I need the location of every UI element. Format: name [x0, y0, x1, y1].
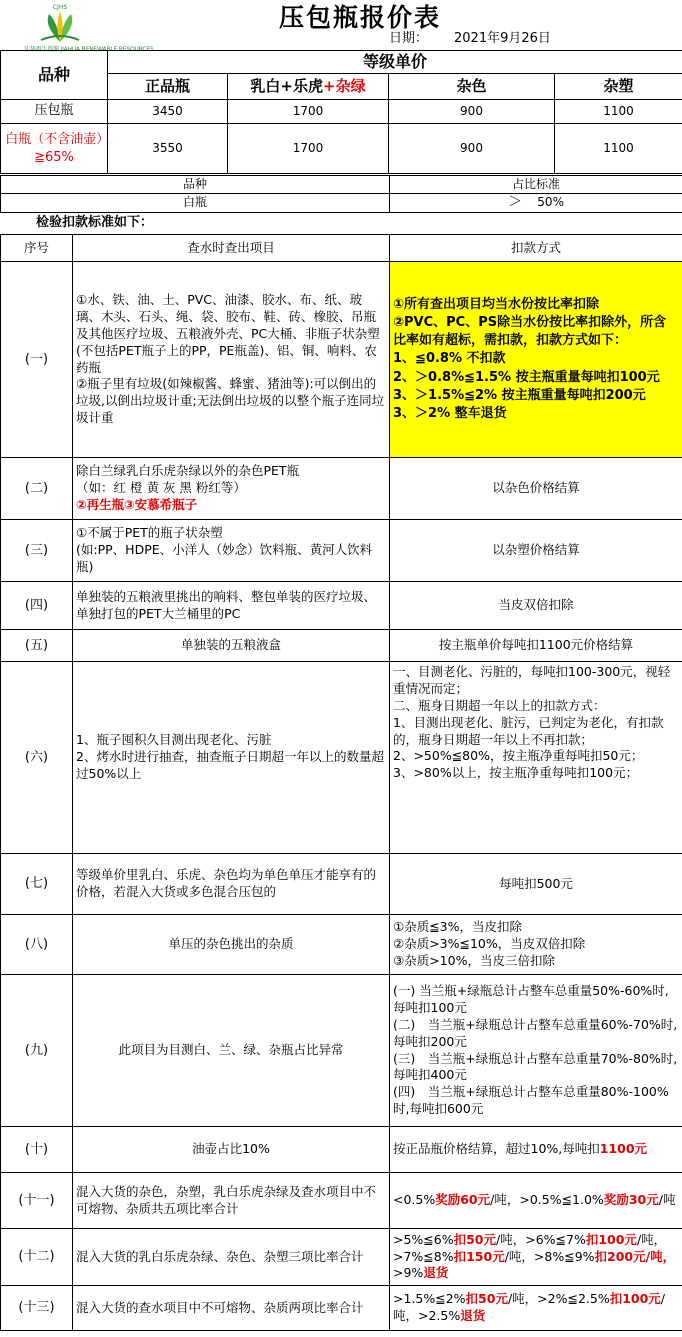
table-row	[1, 1286, 682, 1331]
row-item: 混入大货的查水项目中不可熔物、杂质两项比率合计	[73, 1286, 390, 1331]
row-method: (一) 当兰瓶+绿瓶总计占整车总重量50%-60%时,每吨扣100元 (二) 当兰瓶+绿瓶总计占整车总重量60%-70%时,每吨扣200元 (三) 当兰瓶+绿瓶总计占整车总重量70%-80%时,每吨扣400元 (四) 当兰瓶+绿瓶总计占整车总重量80%-100%时,每吨扣600元	[390, 975, 682, 1127]
row-method: <0.5%奖励60元/吨，>0.5%≦1.0%奖励30元/吨	[390, 1173, 682, 1229]
inspection-table	[0, 234, 682, 1331]
row-item: 油壶占比10%	[73, 1127, 390, 1173]
row-item: ①水、铁、油、土、PVC、油漆、胶水、布、纸、玻璃、木头、石头、绳、袋、胶布、鞋、砖、橡胶、吊瓶及其他医疗垃圾、五粮液外壳、PC大桶、非瓶子状杂塑(不包括PET瓶子上的PP，PE瓶盖)、铝、铜、响料、农药瓶 ②瓶子里有垃圾(如辣椒酱、蜂蜜、猪油等):可以倒出的垃圾,以倒出垃圾计重;无法倒出垃圾的以整个瓶子连同垃圾计重	[73, 262, 390, 458]
row-item: 1、瓶子囤积久目测出现老化、污脏 2、烤水时进行抽查，抽查瓶子日期超一年以上的数量超过50%以上	[73, 662, 390, 854]
ratio-head-product: 品种	[1, 176, 390, 194]
grade-genuine: 正品瓶	[108, 74, 228, 100]
row-method: 以杂塑价格结算	[390, 520, 682, 582]
table-row	[1, 630, 682, 662]
table-row	[1, 915, 682, 975]
row-item: 单独装的五粮液里挑出的响料、整包单装的医疗垃圾、单独打包的PET大兰桶里的PC	[73, 582, 390, 630]
product-name: 白瓶（不含油壶）≧65%	[1, 124, 108, 174]
company-logo-icon	[31, 2, 89, 46]
row-item: ①不属于PET的瓶子状杂塑 (如:PP、HDPE、小洋人（妙念）饮料瓶、黄河人饮料瓶)	[73, 520, 390, 582]
row-method: 以杂色价格结算	[390, 458, 682, 520]
table-row	[1, 662, 682, 854]
grade-mixed-plastic: 杂塑	[555, 74, 682, 100]
table-row	[1, 854, 682, 915]
row-method: 当皮双倍扣除	[390, 582, 682, 630]
row-seq: (十二)	[1, 1229, 73, 1286]
table-row	[1, 520, 682, 582]
table-row	[1, 1173, 682, 1229]
row-item: 单独装的五粮液盒	[73, 630, 390, 662]
table-row	[1, 262, 682, 458]
ratio-product: 白瓶	[1, 194, 390, 213]
price-cell: 1700	[228, 100, 389, 124]
row-seq: (十一)	[1, 1173, 73, 1229]
table-row	[1, 582, 682, 630]
ratio-standard: ＞ 50%	[390, 194, 682, 213]
row-seq: (一)	[1, 262, 73, 458]
row-seq: (五)	[1, 630, 73, 662]
table-row	[1, 1229, 682, 1286]
row-method: ①所有查出项目均当水份按比率扣除 ②PVC、PC、PS除当水份按比率扣除外，所含比率如有超标，需扣款，扣款方式如下： 1、≦0.8% 不扣款 2、＞0.8%≦1.5% 按主瓶重量每吨扣100元 3、＞1.5%≦2% 按主瓶重量每吨扣200元 3、＞2% 整车退货	[390, 262, 682, 458]
header-seq: 序号	[1, 235, 73, 262]
row-item: 此项目为目测白、兰、绿、杂瓶占比异常	[73, 975, 390, 1127]
date-value: 2021年9月26日	[454, 31, 551, 46]
row-item: 单压的杂色挑出的杂质	[73, 915, 390, 975]
row-method: >1.5%≦2%扣50元/吨，>2%≦2.5%扣100元/吨，>2.5%退货	[390, 1286, 682, 1331]
row-seq: (八)	[1, 915, 73, 975]
row-seq: (二)	[1, 458, 73, 520]
grade-header: 等级单价	[108, 51, 682, 74]
grade-milkwhite: 乳白+乐虎+杂绿	[228, 74, 389, 100]
price-cell: 1100	[555, 124, 682, 174]
row-method: ①杂质≦3%，当皮扣除 ②杂质>3%≦10%，当皮双倍扣除 ③杂质>10%，当皮三倍扣除	[390, 915, 682, 975]
price-cell: 900	[389, 100, 555, 124]
header-method: 扣款方式	[390, 235, 682, 262]
date-label: 日期：	[389, 31, 429, 46]
price-cell: 3450	[108, 100, 228, 124]
date-line	[389, 31, 577, 47]
price-cell: 1100	[555, 100, 682, 124]
row-item: 混入大货的杂色，杂塑，乳白乐虎杂绿及查水项目中不可熔物、杂质共五项比率合计	[73, 1173, 390, 1229]
logo-brand-line: 佳华再生资源 JIAHUA RENEWABLE RESOURCES	[24, 46, 154, 53]
table-row	[1, 124, 682, 174]
row-seq: (六)	[1, 662, 73, 854]
page-title: 压包瓶报价表	[278, 3, 441, 32]
row-seq: (四)	[1, 582, 73, 630]
price-table	[0, 50, 682, 174]
row-seq: (七)	[1, 854, 73, 915]
table-row	[1, 1127, 682, 1173]
svg-text:CJHS: CJHS	[52, 4, 68, 11]
row-item: 除白兰绿乳白乐虎杂绿以外的杂色PET瓶 （如：红 橙 黄 灰 黑 粉红等） ②再生瓶③安慕希瓶子	[73, 458, 390, 520]
row-method: 一、目测老化、污脏的，每吨扣100-300元，视轻重情况而定； 二、瓶身日期超一年以上的扣款方式： 1、目测出现老化、脏污，已判定为老化，有扣款的，瓶身日期超一年以上不再扣款； 2、>50%≦80%，按主瓶净重每吨扣50元； 3、>80%以上，按主瓶净重每吨扣100元；	[390, 662, 682, 854]
table-row	[1, 458, 682, 520]
row-method: 按正品瓶价格结算，超过10%,每吨扣1100元	[390, 1127, 682, 1173]
row-method: 按主瓶单价每吨扣1100元价格结算	[390, 630, 682, 662]
ratio-table	[0, 175, 682, 213]
price-cell: 3550	[108, 124, 228, 174]
price-cell: 1700	[228, 124, 389, 174]
row-method: >5%≦6%扣50元/吨，>6%≦7%扣100元/吨，>7%≦8%扣150元/吨，>8%≦9%扣200元/吨，>9%退货	[390, 1229, 682, 1286]
row-item: 等级单价里乳白、乐虎、杂色均为单色单压才能享有的价格，若混入大货或多色混合压包的	[73, 854, 390, 915]
price-cell: 900	[389, 124, 555, 174]
header-item: 查水时查出项目	[73, 235, 390, 262]
row-seq: (九)	[1, 975, 73, 1127]
row-seq: (十三)	[1, 1286, 73, 1331]
row-seq: (十)	[1, 1127, 73, 1173]
row-method: 每吨扣500元	[390, 854, 682, 915]
grade-mixed-color: 杂色	[389, 74, 555, 100]
col-product-header: 品种	[1, 51, 108, 100]
row-item: 混入大货的乳白乐虎杂绿、杂色、杂塑三项比率合计	[73, 1229, 390, 1286]
inspection-title: 检验扣款标准如下：	[36, 215, 154, 230]
product-name: 压包瓶	[1, 100, 108, 124]
row-seq: (三)	[1, 520, 73, 582]
table-row	[1, 975, 682, 1127]
ratio-head-standard: 占比标准	[390, 176, 682, 194]
table-row	[1, 100, 682, 124]
